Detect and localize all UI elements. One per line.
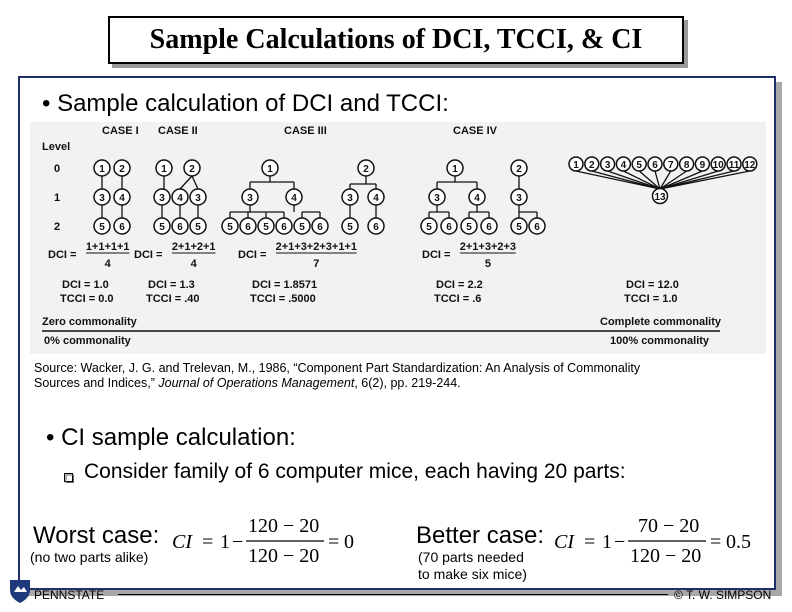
part-node-label: 6: [373, 222, 379, 233]
part-node-label: 5: [636, 160, 642, 171]
source-line-1: Source: Wacker, J. G. and Trelevan, M., 1986, “Component Part Standardization: An Analysis of Commonality: [34, 361, 641, 375]
one-value: 1: [220, 531, 230, 553]
ci-symbol: CI: [554, 531, 574, 553]
part-node-label: 3: [604, 160, 611, 171]
level-number: 1: [54, 192, 61, 204]
tcci-value: TCCI = .6: [434, 293, 482, 305]
pennstate-shield-icon: [8, 578, 32, 609]
part-node-label: 5: [426, 222, 432, 233]
sub-bullet-text: Consider family of 6 computer mice, each having 20 parts:: [84, 460, 626, 483]
pennstate-wordmark: PENNSTATE: [34, 588, 105, 602]
part-node-label: 5: [299, 222, 305, 233]
part-node-label: 4: [474, 193, 480, 204]
part-node-label: 3: [347, 193, 353, 204]
part-node-label: 1: [99, 164, 105, 175]
dci-value: DCI = 2.2: [436, 279, 483, 291]
better-case-note-1: (70 parts needed: [418, 549, 524, 565]
dci-numerator: 2+1+2+1: [171, 241, 216, 253]
part-node-label: 4: [291, 193, 297, 204]
dci-formula-prefix: DCI =: [238, 249, 267, 261]
commonality-figure: [30, 122, 766, 354]
footer-rule: [118, 594, 668, 595]
level-number: 0: [54, 163, 61, 175]
part-node-label: 4: [177, 193, 183, 204]
worst-case-formula: [168, 510, 368, 575]
equals-sign: =: [584, 531, 596, 553]
checkbox-bullet-icon: [64, 470, 74, 480]
dci-denominator: 4: [104, 258, 111, 270]
part-node-label: 6: [177, 222, 183, 233]
dci-formula-prefix: DCI =: [48, 249, 77, 261]
dci-value: DCI = 1.8571: [252, 279, 318, 291]
part-node-label: 1: [161, 164, 167, 175]
dci-denominator: 7: [313, 258, 320, 270]
part-node-label: 1: [452, 164, 458, 175]
slide-title: Sample Calculations of DCI, TCCI, & CI: [149, 24, 643, 55]
part-node-label: 9: [699, 160, 706, 171]
zero-percent-label: 0% commonality: [44, 335, 131, 347]
level-number: 2: [54, 221, 61, 233]
tcci-value: TCCI = .40: [146, 293, 200, 305]
equals-sign: =: [328, 531, 340, 553]
source-line-2: [34, 376, 461, 391]
denominator: 120 − 20: [630, 545, 702, 567]
one-value: 1: [602, 531, 612, 553]
part-node-label: 5: [159, 222, 165, 233]
result-value: 0: [344, 531, 354, 553]
part-node-label: 2: [516, 164, 522, 175]
case-label: CASE I: [102, 125, 139, 137]
part-node-label: 5: [516, 222, 522, 233]
part-node-label: 2: [189, 164, 195, 175]
part-node-label: 4: [119, 193, 125, 204]
result-value: 0.5: [726, 531, 751, 553]
title-box: [108, 16, 684, 64]
part-node-label: 5: [263, 222, 269, 233]
minus-sign: −: [614, 531, 626, 553]
level-header: Level: [42, 141, 71, 153]
dci-value: DCI = 1.0: [62, 279, 109, 291]
full-percent-label: 100% commonality: [610, 335, 710, 347]
part-node-label: 5: [195, 222, 201, 233]
dci-numerator: 2+1+3+2+3: [459, 241, 517, 253]
worst-case-note: (no two parts alike): [30, 549, 149, 565]
part-node-label: 3: [247, 193, 253, 204]
part-node-label: 6: [245, 222, 251, 233]
copyright-notice: © T. W. SIMPSON: [674, 588, 772, 602]
dci-value: DCI = 1.3: [148, 279, 195, 291]
dci-formula-prefix: DCI =: [422, 249, 451, 261]
part-node-label: 4: [373, 193, 379, 204]
tcci-value: TCCI = 0.0: [60, 293, 114, 305]
part-node-label: 5: [99, 222, 105, 233]
case-label: CASE III: [284, 125, 327, 137]
part-node-label: 6: [486, 222, 492, 233]
dci-numerator: 1+1+1+1: [85, 241, 130, 253]
tcci-value: TCCI = .5000: [250, 293, 316, 305]
part-node-label: 5: [347, 222, 353, 233]
commonality-diagram: [30, 122, 766, 354]
part-node-label: 5: [227, 222, 233, 233]
dci-formula-prefix: DCI =: [134, 249, 163, 261]
part-node-label: 2: [363, 164, 369, 175]
tcci-value: TCCI = 1.0: [624, 293, 678, 305]
part-node-label: 8: [683, 160, 690, 171]
source-pages: , 6(2), pp. 219-244.: [354, 376, 461, 390]
part-node-label: 10: [712, 160, 724, 171]
part-node-label: 3: [99, 193, 105, 204]
part-node-label: 6: [317, 222, 323, 233]
better-case-note-2: to make six mice): [418, 566, 527, 582]
dci-value: DCI = 12.0: [626, 279, 679, 291]
part-node-label: 1: [267, 164, 273, 175]
numerator: 70 − 20: [638, 515, 700, 537]
dci-denominator: 5: [484, 258, 491, 270]
part-node-label: 11: [728, 160, 740, 171]
zero-commonality-label: Zero commonality: [42, 316, 137, 328]
denominator: 120 − 20: [248, 545, 320, 567]
part-node-label: 6: [119, 222, 125, 233]
part-node-label: 12: [744, 160, 756, 171]
part-node-label: 4: [620, 160, 627, 171]
equals-sign: =: [202, 531, 214, 553]
tree-edge: [180, 176, 192, 189]
part-node-label: 3: [516, 193, 522, 204]
equals-sign: =: [710, 531, 722, 553]
part-node-label: 2: [119, 164, 125, 175]
part-node-label: 6: [281, 222, 287, 233]
better-case-formula: [550, 510, 760, 575]
case-label: CASE IV: [453, 125, 498, 137]
part-node-label: 3: [159, 193, 165, 204]
source-text: Sources and Indices,”: [34, 376, 159, 390]
part-node-label: 1: [573, 160, 579, 171]
dci-numerator: 2+1+3+2+3+1+1: [275, 241, 357, 253]
part-node-label: 6: [534, 222, 540, 233]
part-node-label: 5: [466, 222, 472, 233]
dci-denominator: 4: [190, 258, 197, 270]
worst-case-label: Worst case:: [33, 522, 160, 549]
part-node-label: 7: [668, 160, 674, 171]
journal-name: Journal of Operations Management: [158, 376, 355, 390]
bullet-ci: • CI sample calculation:: [46, 424, 296, 451]
tree-edge: [192, 176, 198, 189]
case-label: CASE II: [158, 125, 198, 137]
part-node-label: 6: [446, 222, 452, 233]
part-node-label: 3: [434, 193, 440, 204]
complete-commonality-label: Complete commonality: [600, 316, 722, 328]
minus-sign: −: [232, 531, 244, 553]
ci-symbol: CI: [172, 531, 192, 553]
part-node-label: 2: [589, 160, 595, 171]
numerator: 120 − 20: [248, 515, 320, 537]
part-node-label: 3: [195, 193, 201, 204]
part-node-label: 13: [654, 192, 666, 203]
bullet-dci-tcci: • Sample calculation of DCI and TCCI:: [42, 90, 449, 117]
better-case-label: Better case:: [416, 522, 545, 549]
part-node-label: 6: [652, 160, 658, 171]
